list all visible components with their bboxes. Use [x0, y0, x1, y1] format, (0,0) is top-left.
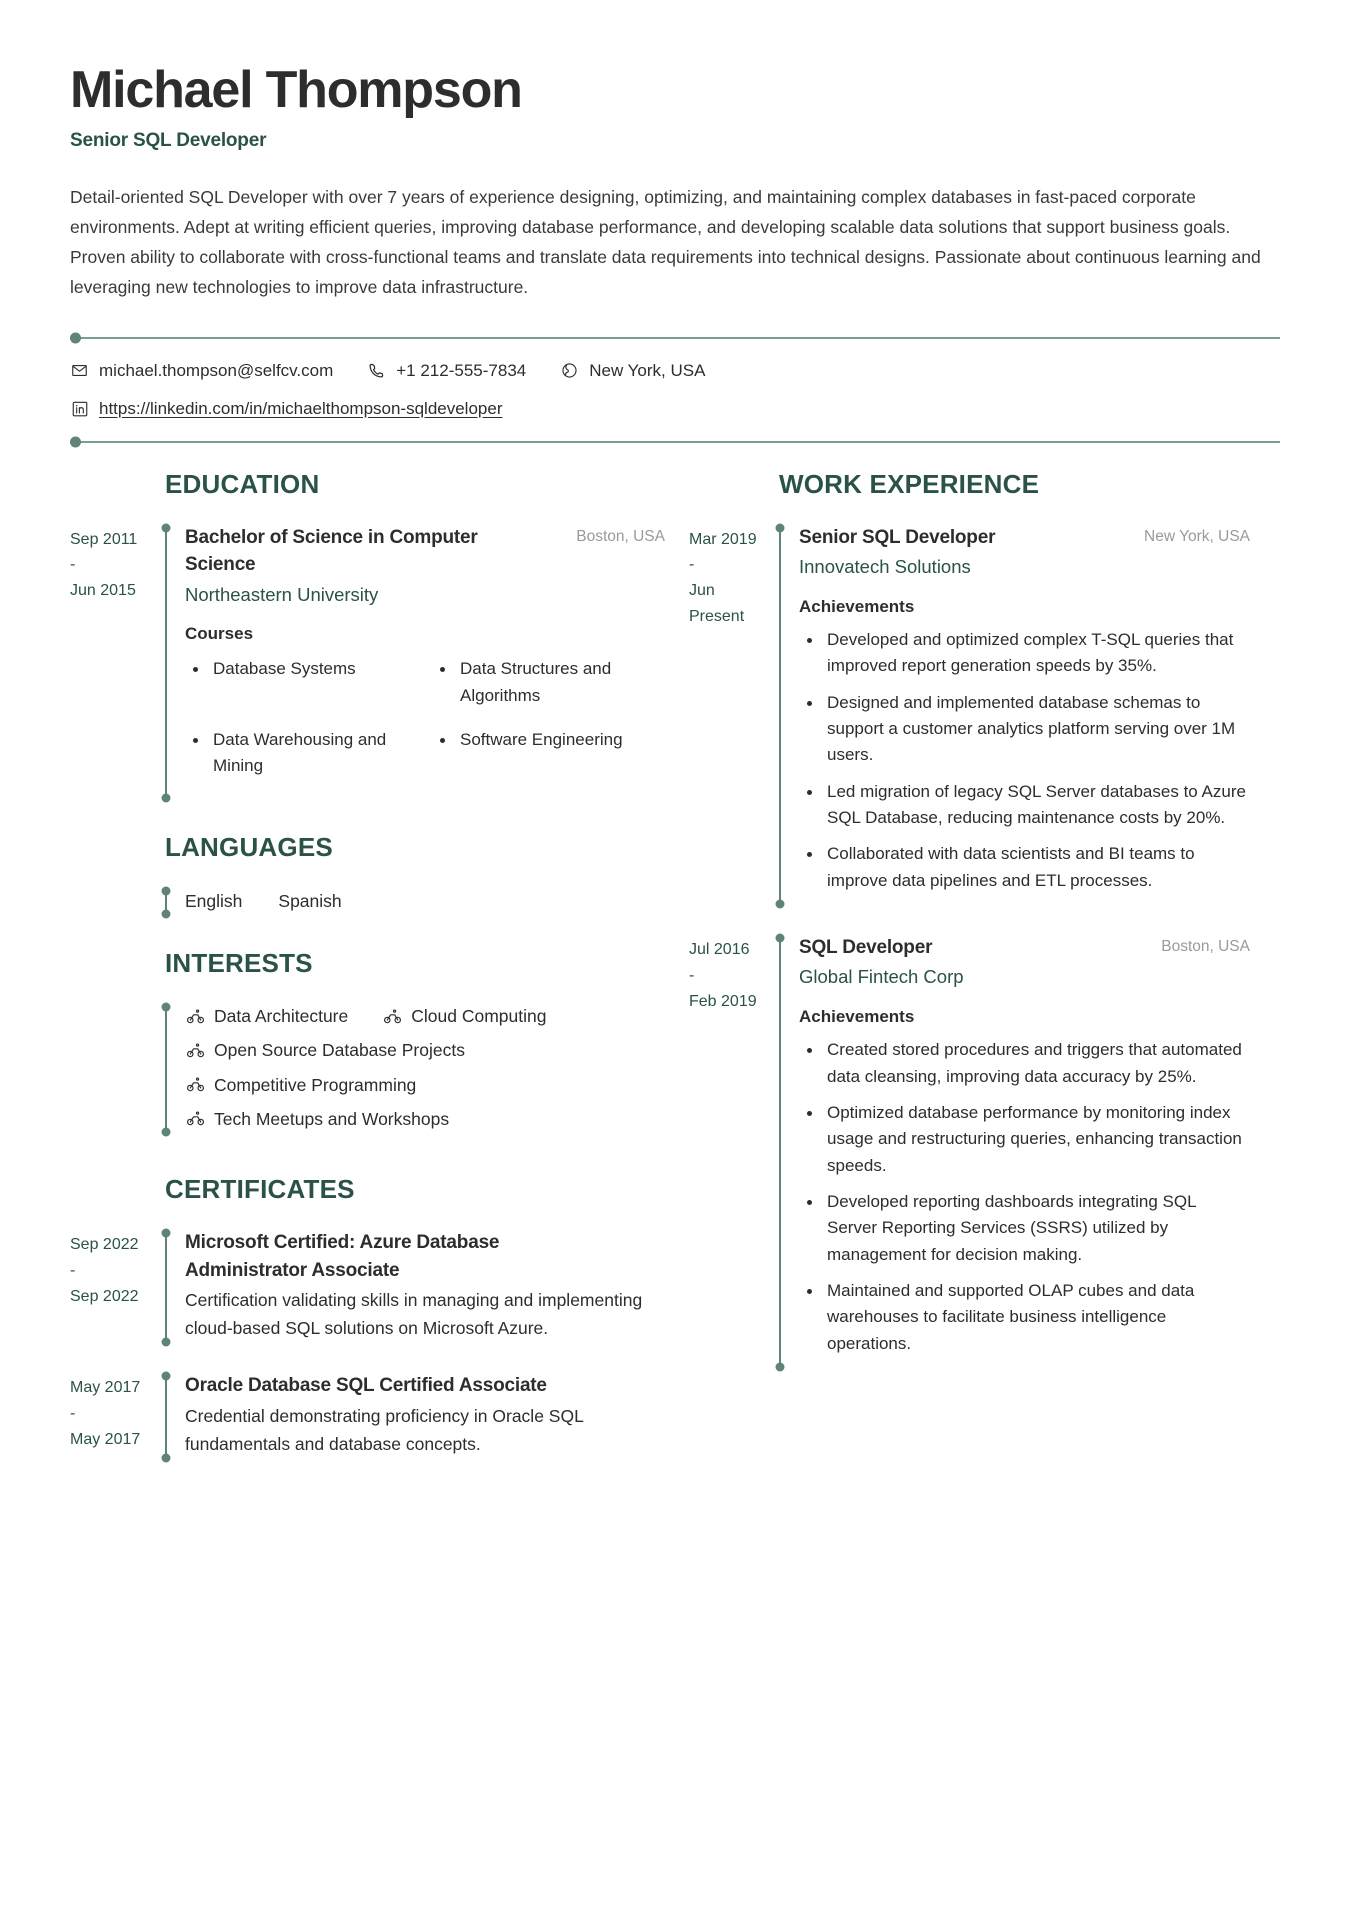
contact-email[interactable]	[70, 361, 333, 381]
list-item: Designed and implemented database schemas to support a customer analytics platform serving over 1M users.	[799, 690, 1250, 769]
timeline-rail	[165, 1229, 167, 1342]
left-column	[70, 469, 665, 1488]
divider-bottom	[78, 441, 1280, 443]
page-title: Michael Thompson	[70, 61, 522, 119]
bicycle-icon	[185, 1075, 205, 1095]
interest-label: Cloud Computing	[411, 1006, 547, 1026]
list-item: Maintained and supported OLAP cubes and data warehouses to facilitate business intelligence operations.	[799, 1278, 1250, 1357]
certificate-name: Microsoft Certified: Azure Database Administrator Associate	[185, 1232, 500, 1281]
work-entry-main	[799, 934, 1250, 1367]
phone-icon	[367, 361, 386, 380]
list-item: Spanish	[278, 890, 342, 911]
certificate-entry	[70, 1229, 665, 1342]
contact-linkedin[interactable]	[70, 399, 502, 419]
contact-row-secondary	[70, 399, 1280, 419]
date-start: Mar 2019	[689, 530, 757, 548]
date-dash: -	[70, 1405, 76, 1422]
right-column	[665, 469, 1250, 1488]
list-item	[185, 1037, 546, 1063]
interests-list	[185, 1003, 546, 1132]
achievements-label: Achievements	[799, 596, 915, 616]
languages-entry	[70, 887, 665, 914]
achievements-list	[799, 627, 1250, 894]
job-title-subtitle: Senior SQL Developer	[70, 130, 267, 152]
list-item: Created stored procedures and triggers that automated data cleansing, improving data accuracy by 25%.	[799, 1037, 1250, 1090]
timeline-rail	[165, 1372, 167, 1458]
contact-location	[560, 361, 705, 381]
work-company: Innovatech Solutions	[799, 556, 971, 578]
contact-email-text: michael.thompson@selfcv.com	[99, 360, 334, 380]
section-title-education: EDUCATION	[165, 468, 320, 499]
work-entry	[689, 934, 1250, 1367]
list-item: Data Structures and Algorithms	[432, 656, 665, 709]
list-item: Data Warehousing and Mining	[185, 727, 418, 780]
date-dash: -	[689, 966, 695, 984]
work-location: New York, USA	[1144, 527, 1250, 545]
section-title-interests: INTERESTS	[165, 948, 313, 978]
contact-block	[70, 339, 1280, 441]
date-start: Sep 2022	[70, 1236, 139, 1253]
certificate-description: Certification validating skills in managing and implementing cloud-based SQL solutions on Microsoft Azure.	[185, 1290, 643, 1339]
contact-phone[interactable]	[367, 361, 526, 381]
list-item	[185, 1106, 546, 1132]
section-title-languages: LANGUAGES	[165, 831, 333, 862]
education-entry-main	[185, 524, 665, 798]
timeline-rail	[165, 887, 167, 914]
certificate-name: Oracle Database SQL Certified Associate	[185, 1375, 547, 1397]
contact-row-primary	[70, 361, 1280, 381]
date-start: Jul 2016	[689, 940, 750, 958]
languages-list	[185, 887, 342, 914]
work-company: Global Fintech Corp	[799, 966, 964, 988]
list-item: Developed and optimized complex T-SQL queries that improved report generation speeds by 35%.	[799, 627, 1250, 680]
list-item: Software Engineering	[432, 727, 665, 780]
achievements-label: Achievements	[799, 1007, 915, 1027]
certificate-entry-date	[70, 1229, 165, 1342]
date-dash: -	[689, 556, 695, 574]
bicycle-icon	[185, 1006, 205, 1026]
date-end-2: Present	[689, 608, 745, 626]
date-end: Jun 2015	[70, 582, 136, 600]
interests-date-spacer	[70, 1003, 165, 1132]
languages-date-spacer	[70, 887, 165, 914]
list-item: Optimized database performance by monitoring index usage and restructuring queries, enhancing transaction speeds.	[799, 1100, 1250, 1179]
work-entry-head	[799, 524, 1250, 552]
section-title-certificates: CERTIFICATES	[165, 1174, 355, 1204]
globe-icon	[560, 361, 579, 380]
date-start: Sep 2011	[70, 530, 138, 548]
courses-label: Courses	[185, 624, 254, 644]
contact-phone-text: +1 212-555-7834	[396, 360, 527, 380]
list-item	[382, 1003, 546, 1029]
education-entry-head	[185, 524, 665, 579]
date-start: May 2017	[70, 1379, 141, 1397]
bicycle-icon	[185, 1040, 205, 1060]
section-title-work-experience: WORK EXPERIENCE	[779, 468, 1040, 499]
work-location: Boston, USA	[1161, 937, 1250, 955]
timeline-rail	[779, 934, 781, 1367]
divider-top	[78, 337, 1280, 339]
list-item: English	[185, 890, 243, 911]
work-entry-head	[799, 934, 1250, 962]
interest-label: Data Architecture	[214, 1006, 349, 1026]
work-entry-date	[689, 934, 779, 1367]
resume-body	[70, 443, 1280, 1488]
contact-location-text: New York, USA	[589, 360, 706, 380]
contact-linkedin-link[interactable]: https://linkedin.com/in/michaelthompson-sqldeveloper	[99, 398, 503, 418]
interest-label: Open Source Database Projects	[214, 1040, 465, 1061]
work-entry-main	[799, 524, 1250, 904]
date-end-1: Jun	[689, 582, 715, 600]
date-dash: -	[70, 556, 76, 574]
list-item: Led migration of legacy SQL Server databases to Azure SQL Database, reducing maintenance costs by 20%.	[799, 779, 1250, 832]
courses-list	[185, 656, 665, 797]
certificate-entry-main	[185, 1229, 665, 1342]
date-end-1: Feb 2019	[689, 992, 757, 1010]
timeline-rail	[165, 524, 167, 798]
date-dash: -	[70, 1261, 76, 1279]
list-item: Database Systems	[185, 656, 418, 709]
education-degree: Bachelor of Science in Computer Science	[185, 526, 478, 576]
timeline-rail	[779, 524, 781, 904]
professional-summary: Detail-oriented SQL Developer with over 7 years of experience designing, optimizing, and maintaining complex databases in fast-paced corporate environments. Adept at writing efficient queries, improving database performance, and developing scalable data solutions that support business goals. Proven ability to collaborate with cross-functional teams and translate data requirements into technical designs. Passionate about continuous learning and leveraging new technologies to improve data infrastructure.	[70, 187, 1261, 298]
interest-label: Tech Meetups and Workshops	[214, 1108, 450, 1129]
timeline-rail	[165, 1003, 167, 1132]
bicycle-icon	[382, 1006, 402, 1026]
list-item	[185, 1072, 546, 1098]
education-school: Northeastern University	[185, 583, 379, 605]
linkedin-icon	[70, 399, 89, 418]
list-item: Collaborated with data scientists and BI teams to improve data pipelines and ETL processes.	[799, 841, 1250, 894]
work-entry	[689, 524, 1250, 904]
certificate-description: Credential demonstrating proficiency in Oracle SQL fundamentals and database concepts.	[185, 1405, 584, 1454]
education-entry-date	[70, 524, 165, 798]
certificate-entry-date	[70, 1372, 165, 1458]
work-position: SQL Developer	[799, 936, 933, 958]
list-item	[185, 1003, 348, 1029]
date-end: May 2017	[70, 1430, 141, 1448]
work-position: Senior SQL Developer	[799, 526, 996, 548]
list-item: Developed reporting dashboards integrating SQL Server Reporting Services (SSRS) utilized by management for decision making.	[799, 1189, 1250, 1268]
work-entry-date	[689, 524, 779, 904]
bicycle-icon	[185, 1109, 205, 1129]
certificate-entry-main	[185, 1372, 665, 1458]
achievements-list	[799, 1037, 1250, 1357]
education-location: Boston, USA	[576, 527, 665, 545]
certificate-entry	[70, 1372, 665, 1458]
date-end: Sep 2022	[70, 1287, 139, 1305]
interest-label: Competitive Programming	[214, 1074, 417, 1095]
interests-entry	[70, 1003, 665, 1132]
envelope-icon	[70, 361, 89, 380]
education-entry	[70, 524, 665, 798]
